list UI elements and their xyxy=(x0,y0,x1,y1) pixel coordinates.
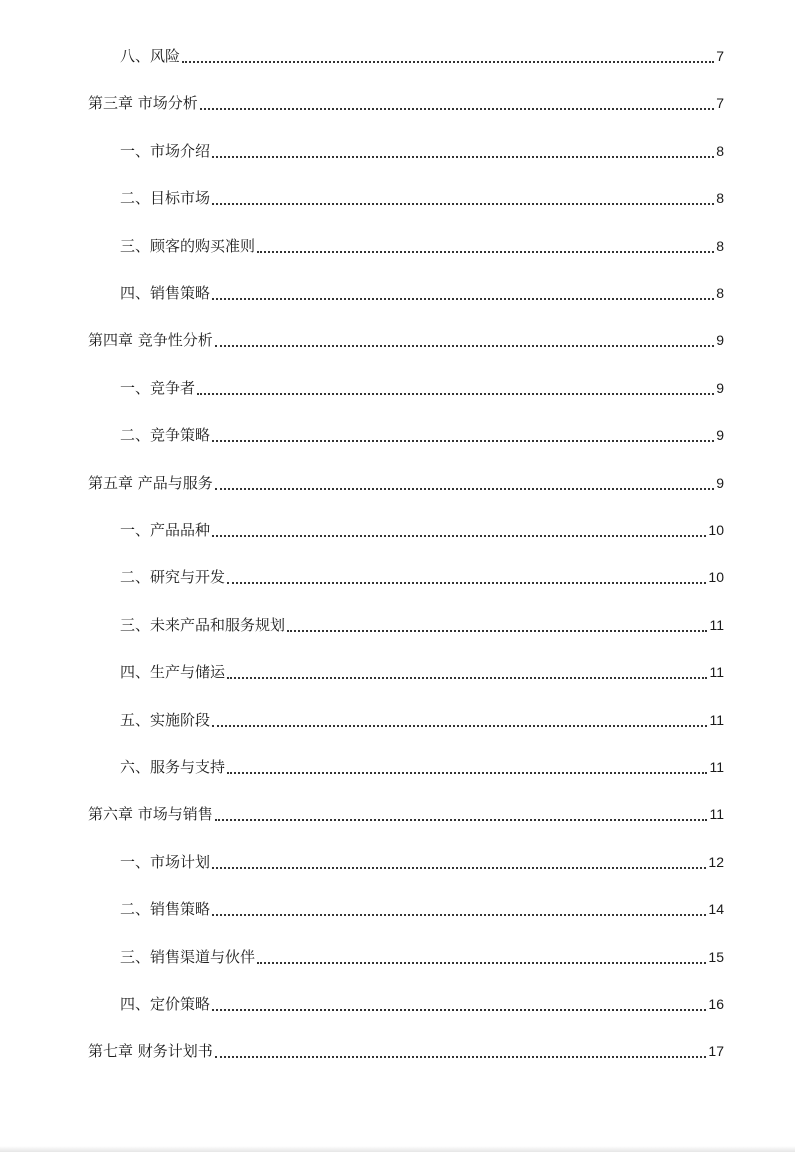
dot-leader xyxy=(212,1009,706,1011)
toc-entry-title: 三、未来产品和服务规划 xyxy=(120,616,286,634)
dot-leader xyxy=(212,535,706,537)
toc-entry-title: 二、研究与开发 xyxy=(120,568,226,586)
toc-entry-title: 三、销售渠道与伙伴 xyxy=(120,948,256,966)
toc-entry-title: 二、竞争策略 xyxy=(120,426,211,444)
toc-page-number: 16 xyxy=(708,996,724,1012)
toc-page-number: 11 xyxy=(709,664,724,680)
toc-entry-title: 一、市场计划 xyxy=(120,853,211,871)
toc-section-entry[interactable] xyxy=(120,180,724,208)
dot-leader xyxy=(212,156,714,158)
dot-leader xyxy=(182,61,714,63)
toc-entry-title: 五、实施阶段 xyxy=(120,711,211,729)
toc-section-entry[interactable] xyxy=(120,559,724,587)
toc-section-entry[interactable] xyxy=(120,512,724,540)
toc-section-entry[interactable] xyxy=(120,986,724,1014)
toc-section-entry[interactable] xyxy=(120,891,724,919)
toc-page-number: 9 xyxy=(716,332,724,348)
toc-page-number: 8 xyxy=(716,238,724,254)
toc-section-entry[interactable] xyxy=(120,38,724,66)
toc-section-entry[interactable] xyxy=(120,275,724,303)
toc-chapter-entry[interactable] xyxy=(88,465,724,493)
dot-leader xyxy=(212,440,714,442)
toc-page-number: 9 xyxy=(716,427,724,443)
toc-entry-title: 四、生产与储运 xyxy=(120,663,226,681)
toc-chapter-entry[interactable] xyxy=(88,322,724,350)
toc-section-entry[interactable] xyxy=(120,370,724,398)
dot-leader xyxy=(212,867,706,869)
dot-leader xyxy=(212,914,706,916)
toc-section-entry[interactable] xyxy=(120,939,724,967)
dot-leader xyxy=(227,677,707,679)
dot-leader xyxy=(215,1056,707,1058)
toc-chapter-entry[interactable] xyxy=(88,85,724,113)
dot-leader xyxy=(212,203,714,205)
dot-leader xyxy=(200,108,714,110)
toc-page-number: 7 xyxy=(716,95,724,111)
toc-page-number: 9 xyxy=(716,475,724,491)
dot-leader xyxy=(215,819,708,821)
dot-leader xyxy=(257,251,714,253)
toc-section-entry[interactable] xyxy=(120,228,724,256)
toc-page-number: 8 xyxy=(716,285,724,301)
toc-entry-title: 第四章 竞争性分析 xyxy=(88,331,213,349)
toc-section-entry[interactable] xyxy=(120,417,724,445)
dot-leader xyxy=(227,582,706,584)
toc-entry-title: 二、目标市场 xyxy=(120,189,211,207)
toc-section-entry[interactable] xyxy=(120,749,724,777)
toc-page-number: 11 xyxy=(709,759,724,775)
toc-page-number: 11 xyxy=(709,617,724,633)
toc-section-entry[interactable] xyxy=(120,844,724,872)
toc-entry-title: 第五章 产品与服务 xyxy=(88,474,213,492)
toc-page-number: 8 xyxy=(716,143,724,159)
toc-entry-title: 第三章 市场分析 xyxy=(88,94,198,112)
toc-section-entry[interactable] xyxy=(120,654,724,682)
toc-page-number: 17 xyxy=(708,1043,724,1059)
toc-section-entry[interactable] xyxy=(120,702,724,730)
toc-page-number: 10 xyxy=(708,522,724,538)
toc-entry-title: 第六章 市场与销售 xyxy=(88,805,213,823)
dot-leader xyxy=(287,630,707,632)
dot-leader xyxy=(197,393,714,395)
dot-leader xyxy=(227,772,707,774)
toc-chapter-entry[interactable] xyxy=(88,796,724,824)
toc-section-entry[interactable] xyxy=(120,607,724,635)
toc-page-number: 8 xyxy=(716,190,724,206)
toc-page-number: 12 xyxy=(708,854,724,870)
toc-entry-title: 四、销售策略 xyxy=(120,284,211,302)
toc-section-entry[interactable] xyxy=(120,133,724,161)
toc-entry-title: 二、销售策略 xyxy=(120,900,211,918)
toc-page-number: 11 xyxy=(709,712,724,728)
toc-page-number: 15 xyxy=(708,949,724,965)
toc-page-number: 10 xyxy=(708,569,724,585)
dot-leader xyxy=(215,488,714,490)
toc-entry-title: 四、定价策略 xyxy=(120,995,211,1013)
toc-entry-title: 一、竞争者 xyxy=(120,379,196,397)
toc-entry-title: 八、风险 xyxy=(120,47,181,65)
dot-leader xyxy=(257,962,706,964)
page-bottom-edge xyxy=(0,1146,795,1152)
toc-chapter-entry[interactable] xyxy=(88,1033,724,1061)
toc-page-number: 7 xyxy=(716,48,724,64)
dot-leader xyxy=(215,345,714,347)
toc-entry-title: 一、市场介绍 xyxy=(120,142,211,160)
toc-entry-title: 第七章 财务计划书 xyxy=(88,1042,213,1060)
toc-page-number: 14 xyxy=(708,901,724,917)
toc-entry-title: 一、产品品种 xyxy=(120,521,211,539)
dot-leader xyxy=(212,725,707,727)
toc-page-number: 11 xyxy=(709,806,724,822)
toc-entry-title: 三、顾客的购买准则 xyxy=(120,237,256,255)
toc-entry-title: 六、服务与支持 xyxy=(120,758,226,776)
toc-page-number: 9 xyxy=(716,380,724,396)
dot-leader xyxy=(212,298,714,300)
